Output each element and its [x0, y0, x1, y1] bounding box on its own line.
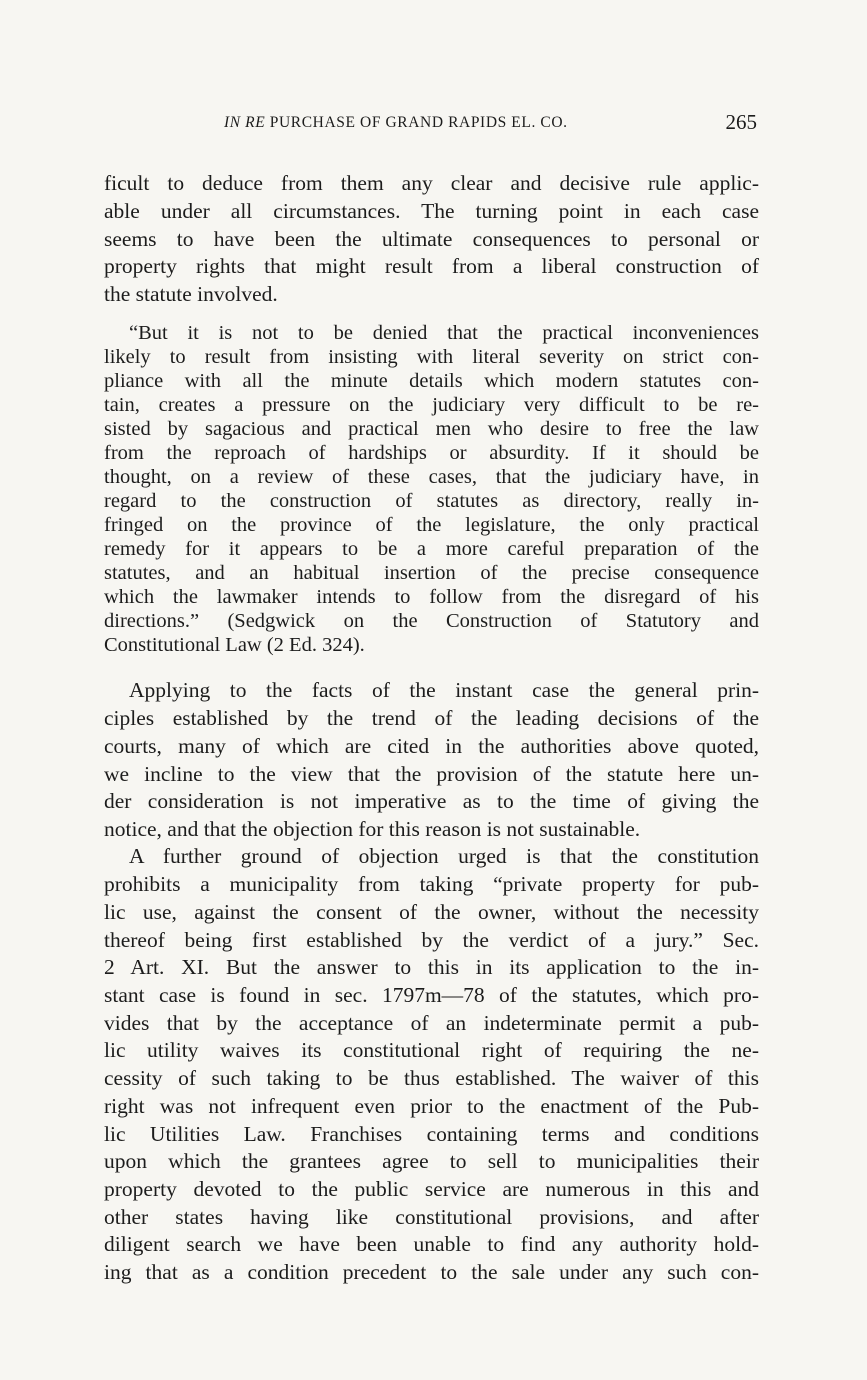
- quote-line: Constitutional Law (2 Ed. 324).: [104, 634, 365, 656]
- paragraph-line: we incline to the view that the provision of the statute here un-: [104, 762, 759, 786]
- paragraph-line: property rights that might result from a liberal construction of: [104, 254, 759, 278]
- paragraph-line: Applying to the facts of the instant case the general prin-: [129, 678, 759, 702]
- paragraph-line: lic Utilities Law. Franchises containing terms and conditions: [104, 1122, 759, 1146]
- page-header: [104, 110, 759, 140]
- paragraph-line: ing that as a condition precedent to the sale under any such con-: [104, 1260, 759, 1284]
- quote-line: which the lawmaker intends to follow from the disregard of his: [104, 586, 759, 608]
- paragraph-line: able under all circumstances. The turning point in each case: [104, 199, 759, 223]
- paragraph-line: diligent search we have been unable to find any authority hold-: [104, 1232, 759, 1256]
- paragraph-line: lic utility waives its constitutional right of requiring the ne-: [104, 1038, 759, 1062]
- paragraph-line: upon which the grantees agree to sell to municipalities their: [104, 1149, 759, 1173]
- paragraph-line: courts, many of which are cited in the authorities above quoted,: [104, 734, 759, 758]
- quote-line: statutes, and an habitual insertion of the precise consequence: [104, 562, 759, 584]
- paragraph-line: property devoted to the public service are numerous in this and: [104, 1177, 759, 1201]
- paragraph-line: A further ground of objection urged is that the constitution: [129, 844, 759, 868]
- paragraph-line: the statute involved.: [104, 282, 278, 306]
- paragraph-line: right was not infrequent even prior to the enactment of the Pub-: [104, 1094, 759, 1118]
- quote-line: tain, creates a pressure on the judiciary very difficult to be re-: [104, 394, 759, 416]
- quote-line: “But it is not to be denied that the practical inconveniences: [129, 322, 759, 344]
- running-head-italic: IN RE: [224, 114, 266, 131]
- paragraph-line: stant case is found in sec. 1797m—78 of the statutes, which pro-: [104, 983, 759, 1007]
- paragraph-line: ficult to deduce from them any clear and decisive rule applic-: [104, 171, 759, 195]
- quote-line: likely to result from insisting with literal severity on strict con-: [104, 346, 759, 368]
- paragraph-line: der consideration is not imperative as to the time of giving the: [104, 789, 759, 813]
- paragraph-line: seems to have been the ultimate consequences to personal or: [104, 227, 759, 251]
- quote-line: sisted by sagacious and practical men who desire to free the law: [104, 418, 759, 440]
- quote-line: fringed on the province of the legislature, the only practical: [104, 514, 759, 536]
- paragraph-line: 2 Art. XI. But the answer to this in its application to the in-: [104, 955, 759, 979]
- quote-line: from the reproach of hardships or absurdity. If it should be: [104, 442, 759, 464]
- paragraph-line: prohibits a municipality from taking “private property for pub-: [104, 872, 759, 896]
- paragraph-line: cessity of such taking to be thus established. The waiver of this: [104, 1066, 759, 1090]
- quote-line: directions.” (Sedgwick on the Construction of Statutory and: [104, 610, 759, 632]
- paragraph-line: other states having like constitutional provisions, and after: [104, 1205, 759, 1229]
- quote-line: remedy for it appears to be a more careful preparation of the: [104, 538, 759, 560]
- page-number: 265: [725, 110, 757, 134]
- paragraph-line: lic use, against the consent of the owner, without the necessity: [104, 900, 759, 924]
- running-head-title: PURCHASE OF GRAND RAPIDS EL. CO.: [265, 114, 568, 131]
- paragraph-line: thereof being first established by the verdict of a jury.” Sec.: [104, 928, 759, 952]
- paragraph-line: notice, and that the objection for this reason is not sustainable.: [104, 817, 641, 841]
- running-head: [224, 114, 568, 132]
- quote-line: pliance with all the minute details which modern statutes con-: [104, 370, 759, 392]
- quote-line: regard to the construction of statutes as directory, really in-: [104, 490, 759, 512]
- paragraph-line: ciples established by the trend of the leading decisions of the: [104, 706, 759, 730]
- quote-line: thought, on a review of these cases, that the judiciary have, in: [104, 466, 759, 488]
- paragraph-line: vides that by the acceptance of an indeterminate permit a pub-: [104, 1011, 759, 1035]
